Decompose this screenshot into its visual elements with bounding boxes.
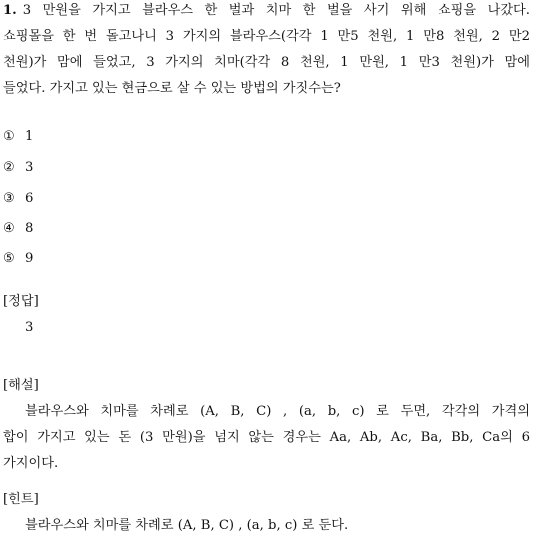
hint-section	[3, 487, 530, 539]
answer-value: 3	[25, 320, 34, 335]
explanation-line-3: 가지이다.	[3, 456, 59, 471]
choice-3[interactable]: ③ 6	[3, 191, 34, 206]
answer-label: [정답]	[3, 294, 39, 309]
hint-line-1: 블라우스와 치마를 차례로 (A, B, C) , (a, b, c) 로 둔다.	[25, 518, 349, 533]
answer-section	[3, 289, 530, 341]
choice-2[interactable]: ② 3	[3, 160, 34, 175]
explanation-label: [해설]	[3, 378, 39, 393]
problem-text	[3, 0, 530, 102]
explanation-line-2: 합이 가지고 있는 돈 (3 만원)을 넘지 않는 경우는 Aa, Ab, Ac, Ba, Bb, Ca의 6	[3, 430, 530, 445]
choice-1[interactable]: ① 1	[3, 129, 34, 144]
explanation-section	[3, 373, 530, 477]
choice-4[interactable]: ④ 8	[3, 221, 34, 236]
problem-line-1: 1. 3 만원을 가지고 블라우스 한 벌과 치마 한 벌을 사기 위해 쇼핑을 나갔다.	[3, 3, 530, 18]
problem-number: 1.	[3, 3, 17, 18]
problem-line-3: 천원)가 맘에 들었고, 3 가지의 치마(각각 8 천원, 1 만원, 1 만3 천원)가 맘에	[3, 55, 530, 70]
explanation-line-1: 블라우스와 치마를 차례로 (A, B, C) , (a, b, c) 로 두면, 각각의 가격의	[25, 404, 530, 419]
choice-5[interactable]: ⑤ 9	[3, 251, 34, 266]
problem-line-4: 들었다. 가지고 있는 현금으로 살 수 있는 방법의 가짓수는?	[3, 81, 341, 96]
hint-label: [힌트]	[3, 492, 39, 507]
problem-line-2: 쇼핑몰을 한 번 돌고나니 3 가지의 블라우스(각각 1 만5 천원, 1 만8 천원, 2 만2	[3, 29, 530, 44]
